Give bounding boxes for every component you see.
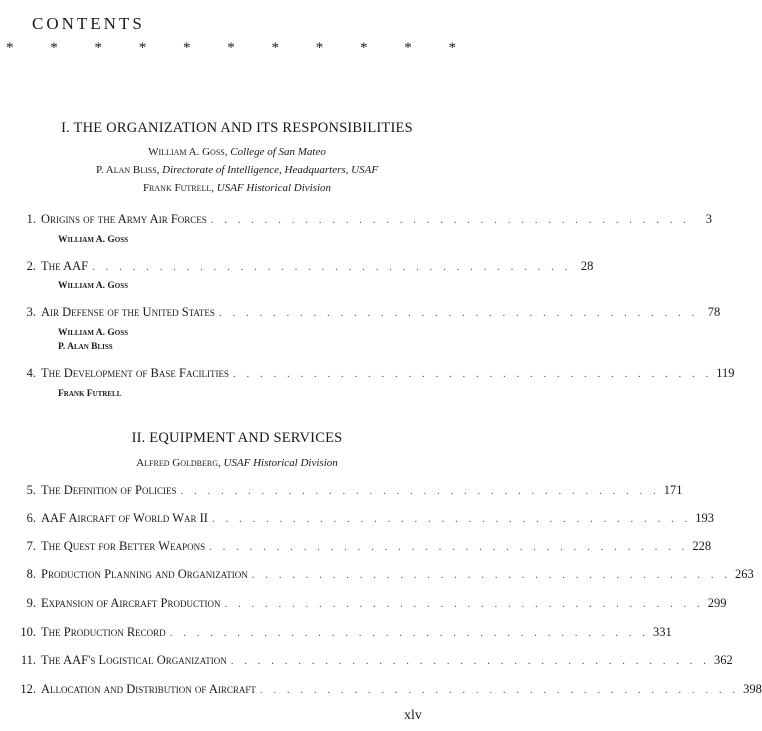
toc-entry[interactable] — [16, 625, 672, 641]
star-divider — [6, 40, 456, 57]
dot-leader: . . . . . . . . . . . . . . . . . . . . . . . . . . . . . . . . . . . . — [224, 598, 704, 610]
star: * — [404, 40, 412, 56]
author-name: William A. Goss — [148, 146, 225, 158]
toc-entry[interactable] — [16, 567, 754, 583]
chapter-number: 7. — [26, 539, 36, 553]
star: * — [315, 40, 324, 56]
star: * — [138, 40, 147, 56]
chapter-title: Air Defense of the United States — [41, 305, 215, 319]
author-affiliation: College of San Mateo — [230, 146, 326, 158]
chapter-number: 8. — [26, 567, 36, 581]
author-affiliation: USAF Historical Division — [223, 457, 338, 469]
chapter-title: The Definition of Policies — [41, 483, 177, 497]
author-affiliation: USAF Historical Division — [216, 182, 332, 194]
toc-entry[interactable] — [16, 511, 714, 527]
page-number: 119 — [716, 366, 735, 380]
page-number: 228 — [692, 539, 712, 553]
chapter-author: Frank Futrell — [58, 389, 122, 399]
chapter-title: Allocation and Distribution of Aircraft — [41, 682, 256, 696]
folio-page-number: xlv — [404, 708, 422, 723]
chapter-number: 6. — [26, 511, 36, 525]
toc-entry[interactable] — [16, 366, 735, 382]
chapter-title: The AAF — [41, 259, 89, 273]
dot-leader: . . . . . . . . . . . . . . . . . . . . . . . . . . . . . . . . . . . . — [251, 569, 732, 581]
contents-heading: CONTENTS — [32, 14, 145, 33]
page-number: 28 — [580, 259, 594, 273]
dot-leader: . . . . . . . . . . . . . . . . . . . . . . . . . . . . . . . . . . . . — [259, 684, 740, 696]
dot-leader: . . . . . . . . . . . . . . . . . . . . . . . . . . . . . . . . . . . . — [210, 214, 691, 226]
dot-leader: . . . . . . . . . . . . . . . . . . . . . . . . . . . . . . . . . . . . — [211, 513, 692, 525]
dot-leader: . . . . . . . . . . . . . . . . . . . . . . . . . . . . . . . . . . . . — [92, 261, 572, 273]
page-number: 171 — [663, 483, 683, 497]
dot-leader: . . . . . . . . . . . . . . . . . . . . . . . . . . . . . . . . . . . . — [180, 485, 660, 497]
chapter-title: The Development of Base Facilities — [41, 366, 229, 380]
chapter-number: 3. — [26, 305, 36, 319]
chapter-number: 5. — [26, 483, 36, 497]
page-number: 78 — [707, 305, 721, 319]
dot-leader: . . . . . . . . . . . . . . . . . . . . . . . . . . . . . . . . . . . . — [169, 627, 649, 639]
part-1-author: William A. Goss, College of San Mateo — [148, 146, 326, 158]
star: * — [183, 40, 191, 56]
part-1-title: I. THE ORGANIZATION AND ITS RESPONSIBILITIES — [61, 120, 413, 136]
page-number: 299 — [707, 596, 727, 610]
chapter-title: Origins of the Army Air Forces — [41, 212, 207, 226]
chapter-author: William A. Goss — [58, 328, 129, 338]
part-1-author: Frank Futrell, USAF Historical Division — [142, 182, 332, 194]
toc-entry[interactable] — [16, 483, 683, 499]
author-affiliation: Directorate of Intelligence, Headquarters, USAF — [162, 164, 379, 176]
chapter-title: AAF Aircraft of World War II — [41, 511, 208, 525]
chapter-title: Production Planning and Organization — [41, 567, 248, 581]
author-name: P. Alan Bliss — [95, 164, 157, 176]
chapter-author: P. Alan Bliss — [58, 342, 113, 352]
chapter-number: 11. — [20, 653, 36, 667]
chapter-author: William A. Goss — [58, 281, 129, 291]
dot-leader: . . . . . . . . . . . . . . . . . . . . . . . . . . . . . . . . . . . . — [209, 541, 689, 553]
chapter-title: Expansion of Aircraft Production — [41, 596, 221, 610]
star: * — [94, 40, 102, 56]
toc-entry[interactable] — [16, 653, 733, 669]
part-2-title: II. EQUIPMENT AND SERVICES — [131, 430, 343, 446]
toc-entry[interactable] — [16, 539, 712, 555]
toc-entry[interactable] — [16, 305, 721, 321]
page-number: 193 — [695, 511, 714, 525]
star: * — [271, 40, 279, 56]
chapter-number: 12. — [20, 682, 36, 696]
chapter-number: 10. — [20, 625, 36, 639]
star: * — [50, 40, 58, 56]
chapter-number: 4. — [26, 366, 36, 380]
dot-leader: . . . . . . . . . . . . . . . . . . . . . . . . . . . . . . . . . . . . — [232, 368, 713, 380]
part-2-author: Alfred Goldberg, USAF Historical Division — [136, 457, 338, 469]
toc-entry[interactable] — [16, 212, 713, 228]
chapter-number: 9. — [26, 596, 36, 610]
page-number: 398 — [743, 682, 762, 696]
chapter-title: The AAF's Logistical Organization — [41, 653, 227, 667]
toc-entry[interactable] — [16, 259, 594, 275]
dot-leader: . . . . . . . . . . . . . . . . . . . . . . . . . . . . . . . . . . . . — [230, 655, 710, 667]
chapter-author: William A. Goss — [58, 235, 129, 245]
dot-leader: . . . . . . . . . . . . . . . . . . . . . . . . . . . . . . . . . . . . — [218, 307, 699, 319]
toc-entry[interactable] — [16, 596, 727, 612]
star: * — [6, 40, 14, 56]
star: * — [448, 40, 456, 56]
page-number: 362 — [713, 653, 733, 667]
chapter-number: 2. — [26, 259, 36, 273]
page-number: 331 — [652, 625, 672, 639]
part-1-author: P. Alan Bliss, Directorate of Intelligence, Headquarters, USAF — [95, 164, 379, 176]
star: * — [227, 40, 235, 56]
page-number: 263 — [735, 567, 754, 581]
star: * — [360, 40, 368, 56]
chapter-number: 1. — [26, 212, 36, 226]
author-name: Alfred Goldberg — [136, 457, 218, 469]
author-name: Frank Futrell — [142, 182, 212, 194]
chapter-title: The Production Record — [41, 625, 166, 639]
chapter-title: The Quest for Better Weapons — [41, 539, 206, 553]
page-number: 3 — [705, 212, 713, 226]
toc-entry[interactable] — [16, 682, 762, 698]
